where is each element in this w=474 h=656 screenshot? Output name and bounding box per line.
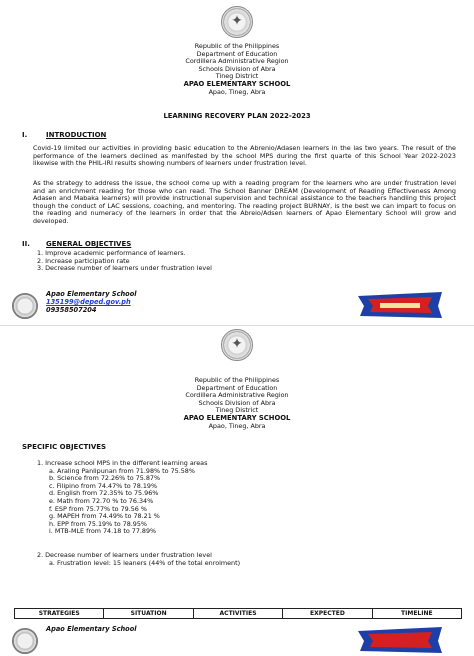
- school-address: Apao, Tineg, Abra: [208, 421, 266, 430]
- school-logo-icon: [12, 293, 38, 319]
- dream-banner-icon: [354, 625, 446, 655]
- school-name: APAO ELEMENTARY SCHOOL: [183, 79, 291, 88]
- page-footer: [12, 624, 464, 656]
- letterhead-line: Republic of the Philippines: [194, 376, 280, 384]
- footer-email-link[interactable]: 135199@deped.gov.ph: [46, 298, 131, 306]
- list-subitem: a. Frustration level: 15 leaners (44% of the total enrolment): [49, 558, 241, 567]
- general-objectives-list: [37, 250, 212, 273]
- list-subitem: c. Filipino from 74.47% to 78.19%: [49, 481, 158, 490]
- page-2: [0, 325, 474, 633]
- section-number: II.: [22, 240, 30, 248]
- table-header-cell: STRATEGIES: [15, 609, 104, 618]
- deped-seal-icon: [221, 6, 253, 38]
- letterhead: [0, 377, 474, 430]
- letterhead-line: Tineg District: [215, 406, 259, 415]
- dream-banner-icon: [354, 290, 446, 320]
- page-footer: [12, 289, 464, 321]
- letterhead-line: Schools Division of Abra: [198, 398, 276, 407]
- list-subitem: e. Math from 72.70 % to 76.34%: [49, 496, 154, 505]
- list-item: 1. Improve academic performance of learners.: [37, 249, 186, 257]
- footer-school: Apao Elementary School: [46, 290, 137, 298]
- footer-school: Apao Elementary School: [46, 625, 137, 633]
- list-item: 3. Decrease number of learners under frustration level: [37, 264, 212, 273]
- section-heading-general-objectives: [22, 240, 131, 248]
- table-header-cell: EXPECTED: [283, 609, 372, 618]
- list-subitem: f. ESP from 75.77% to 79.56 %: [49, 504, 147, 513]
- school-name: APAO ELEMENTARY SCHOOL: [183, 413, 291, 422]
- letterhead-line: Republic of the Philippines: [194, 42, 280, 50]
- section-number: I.: [22, 131, 28, 139]
- list-item: 2. Decrease number of learners under frustration level: [37, 551, 212, 559]
- specific-objectives-heading: SPECIFIC OBJECTIVES: [22, 443, 107, 451]
- list-subitem: a. Araling Panlipunan from 71.98% to 75.58%: [49, 466, 195, 475]
- list-subitem: d. English from 72.35% to 75.96%: [49, 489, 159, 498]
- letterhead-line: Schools Division of Abra: [198, 64, 276, 73]
- letterhead-line: Tineg District: [215, 72, 259, 81]
- letterhead-line: Department of Education: [196, 49, 278, 58]
- list-subitem: g. MAPEH from 74.49% to 78.21 %: [49, 512, 160, 521]
- specific-objectives-list-2: [37, 552, 240, 567]
- section-heading-introduction: [22, 131, 106, 139]
- letterhead-line: Cordillera Administrative Region: [185, 57, 289, 66]
- specific-objectives-list: [37, 460, 207, 536]
- table-header-cell: ACTIVITIES: [194, 609, 283, 618]
- table-header-cell: TIMELINE: [401, 610, 433, 617]
- plan-table-header: [14, 608, 462, 619]
- section-title: INTRODUCTION: [46, 131, 107, 139]
- table-header-cell: SITUATION: [104, 609, 193, 618]
- letterhead-line: Department of Education: [196, 383, 278, 392]
- list-item: 2. Increase participation rate: [37, 256, 130, 265]
- footer-phone: 09358507204: [46, 306, 97, 314]
- document-title: LEARNING RECOVERY PLAN 2022-2023: [163, 112, 311, 120]
- list-subitem: h. EPP from 75.19% to 78.95%: [49, 519, 148, 528]
- section-title: GENERAL OBJECTIVES: [46, 240, 132, 248]
- list-subitem: b. Science from 72.26% to 75.87%: [49, 474, 161, 483]
- letterhead-line: Cordillera Administrative Region: [185, 391, 289, 400]
- school-address: Apao, Tineg, Abra: [208, 87, 266, 96]
- introduction-paragraph-2: As the strategy to address the issue, the school come up with a reading program for the learners who are under frustration level and an enrichment reading for those who can read. The School Banner DREAM (Development of Reading Effectiveness Among Adasen and Mabaka learners) will provide instructional supervision and technical assistance to the teachers handling this project though the conduct of LAC sessions, coaching, and mentoring. The reading project BURNAY, is the best we can impart to focus on the reading and numeracy of the learners in order that the Abreio/Adsen learners of Apao Elementary School will grow and developed.: [33, 179, 456, 225]
- introduction-paragraph-1: Covid-19 limited our activities in providing basic education to the Abrenio/Adasen learners in the las two years. The result of the performance of the learners declined as manifested by the school MPS during the first quarte of this School Year 2022-2023 likewise with the PHIL-IRI results showing numbers of learners under frustration level.: [33, 144, 456, 168]
- letterhead: [0, 43, 474, 96]
- list-subitem: i. MTB-MLE from 74.18 to 77.89%: [49, 527, 157, 536]
- list-item: 1. Increase school MPS in the different learning areas: [37, 459, 208, 467]
- footer-contact: [46, 290, 137, 314]
- page-1: [0, 0, 474, 325]
- deped-seal-icon: [221, 329, 253, 361]
